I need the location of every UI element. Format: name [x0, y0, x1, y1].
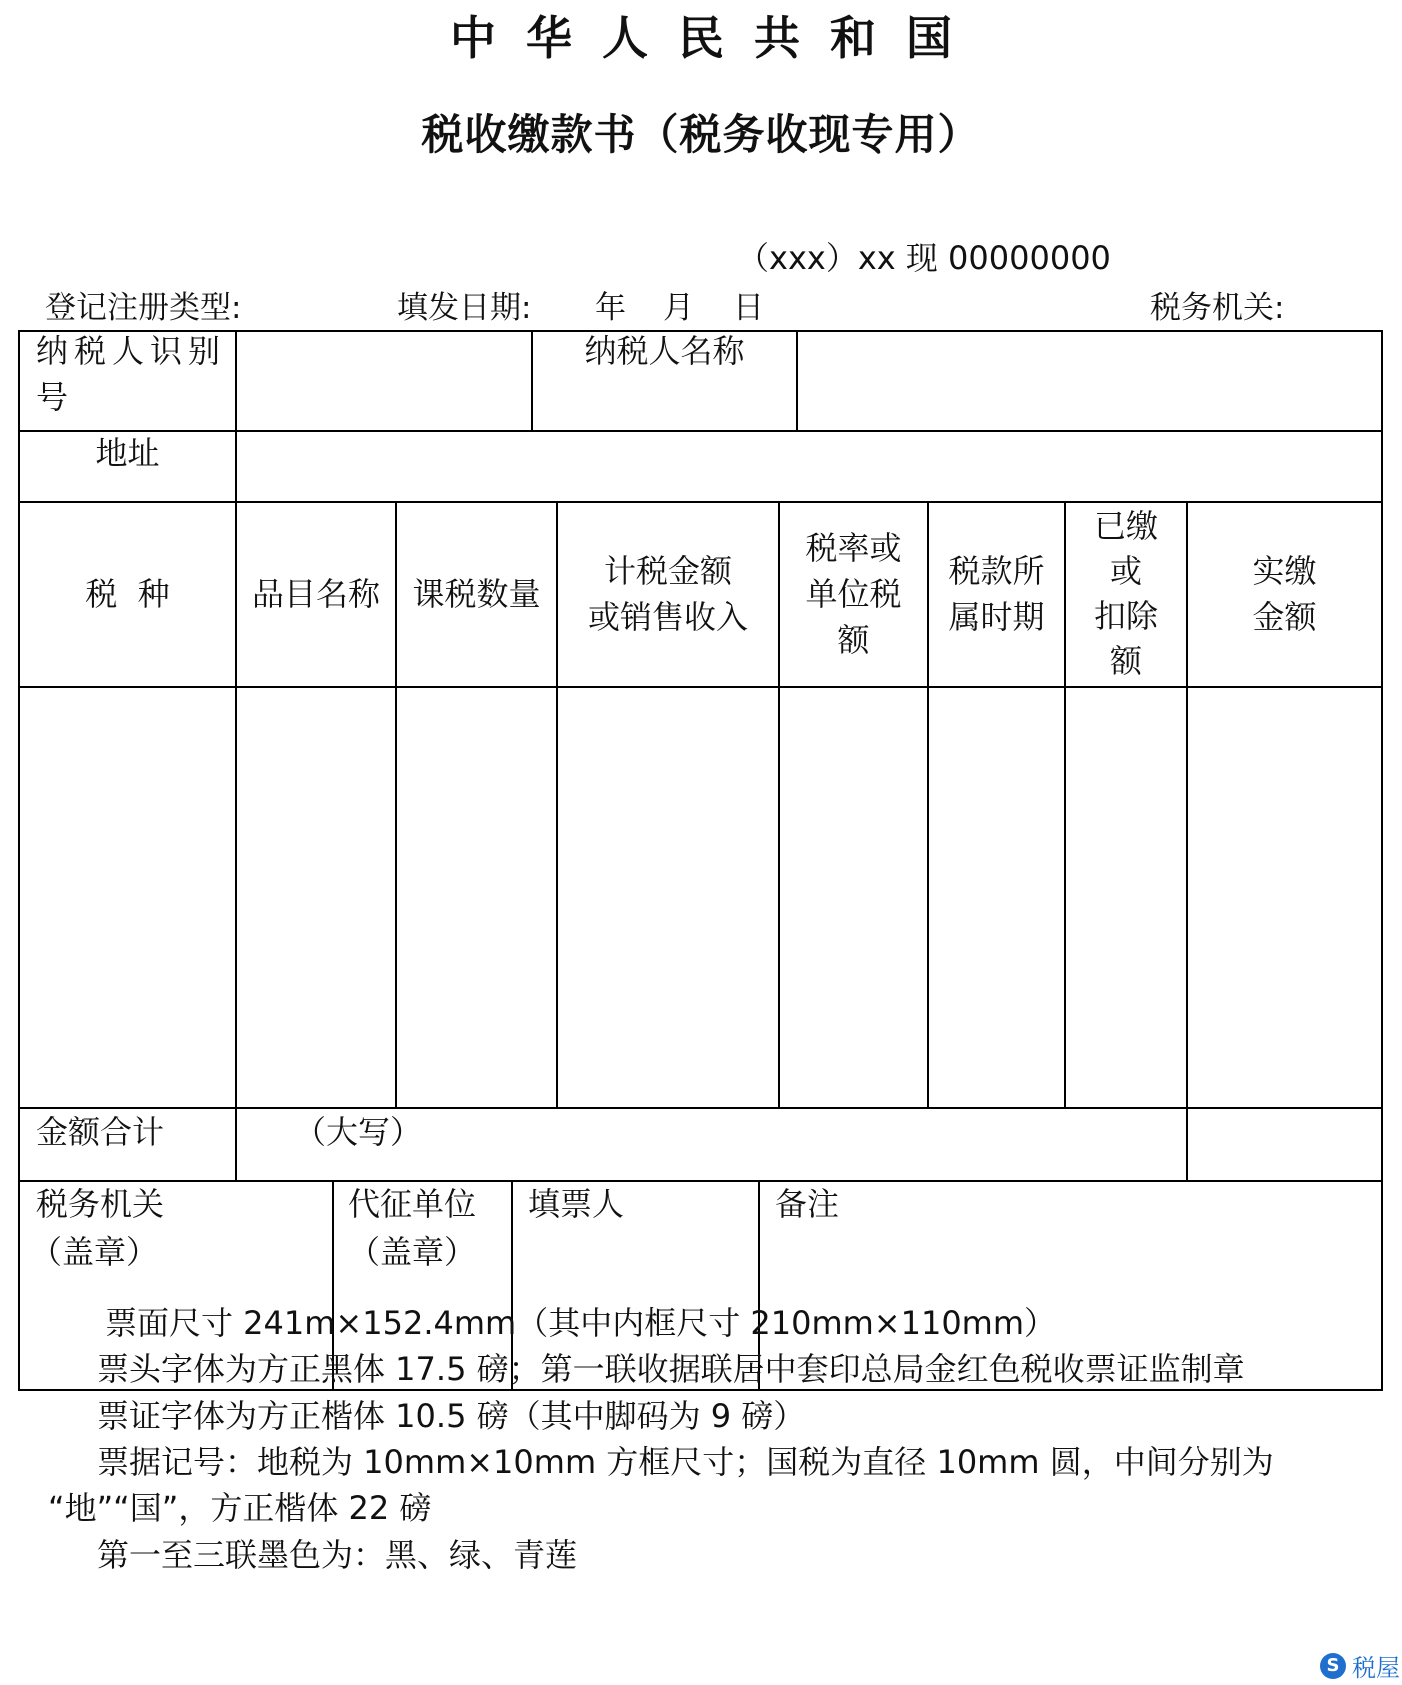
column-header-line: 额	[837, 620, 870, 659]
column-header-line: 税款所	[948, 551, 1045, 590]
date-year-label: 年	[595, 290, 626, 326]
row-divider-total	[20, 1180, 1381, 1182]
row-divider-column-headers	[20, 686, 1381, 688]
registration-type-label: 登记注册类型:	[45, 290, 242, 326]
tax-payment-form	[18, 330, 1383, 1391]
note-ticket-size: 票面尺寸 241m×152.4mm（其中内框尺寸 210mm×110mm）	[105, 1304, 1057, 1342]
total-uppercase-label: （大写）	[294, 1113, 423, 1151]
sign-tax-authority-seal: （盖章）	[30, 1233, 159, 1271]
column-header-line: 或	[1109, 551, 1142, 590]
sign-remark-label: 备注	[775, 1185, 840, 1223]
column-header-line: 或销售收入	[587, 597, 748, 636]
document-subtitle: 税收缴款书（税务收现专用）	[421, 110, 981, 159]
date-month-label: 月	[663, 290, 694, 326]
taxpayer-name-label: 纳税人名称	[584, 332, 745, 370]
column-header-line: 单位税	[805, 574, 902, 613]
row-divider-items	[20, 1107, 1381, 1109]
col-divider	[235, 430, 237, 501]
column-header-taxable-amount	[558, 501, 778, 686]
sign-agent-unit	[348, 1180, 476, 1276]
note-body-font: 票证字体为方正楷体 10.5 磅（其中脚码为 9 磅）	[97, 1397, 806, 1435]
col-divider	[796, 332, 798, 430]
note-marking-cont: “地”“国”，方正楷体 22 磅	[48, 1489, 432, 1527]
note-marking: 票据记号：地税为 10mm×10mm 方框尺寸；国税为直径 10mm 圆，中间分别为	[97, 1443, 1274, 1481]
column-header-line: 扣除	[1093, 596, 1158, 635]
site-logo	[1320, 1648, 1400, 1683]
column-header-line: 实缴	[1252, 551, 1317, 590]
column-header-tax-rate	[780, 501, 927, 686]
column-header-tax-period	[929, 501, 1064, 686]
column-header-tax-type	[20, 501, 235, 686]
fill-date-label: 填发日期:	[397, 290, 532, 326]
document-title: 中华人民共和国	[450, 11, 982, 65]
taxpayer-id-label-line1: 纳税人识别	[36, 332, 227, 370]
tax-authority-label: 税务机关:	[1150, 290, 1285, 326]
column-header-line: 课税数量	[412, 574, 541, 613]
column-header-line: 税 种	[85, 574, 170, 613]
column-header-line: 计税金额	[603, 551, 732, 590]
logo-mark-icon: S	[1320, 1653, 1346, 1679]
column-header-taxable-quantity	[397, 501, 556, 686]
total-amount-label: 金额合计	[36, 1113, 165, 1151]
sign-tax-authority-label: 税务机关	[36, 1185, 165, 1223]
sign-tax-authority	[30, 1180, 165, 1276]
column-header-paid-or-deducted	[1066, 501, 1186, 686]
logo-text: 税屋	[1352, 1654, 1400, 1682]
column-header-line: 税率或	[805, 528, 902, 567]
column-header-item-name	[237, 501, 395, 686]
column-header-actual-paid	[1188, 501, 1381, 686]
sign-agent-seal: （盖章）	[348, 1233, 477, 1271]
column-header-line: 金额	[1252, 597, 1317, 636]
column-header-line: 额	[1109, 641, 1142, 680]
sign-agent-label: 代征单位	[348, 1185, 477, 1223]
address-label: 地址	[95, 434, 160, 472]
taxpayer-id-label	[36, 326, 236, 422]
note-ink-colors: 第一至三联墨色为：黑、绿、青莲	[97, 1536, 578, 1574]
column-header-line: 品目名称	[251, 574, 380, 613]
serial-number: （xxx）xx 现 00000000	[737, 239, 1111, 277]
column-header-line: 已缴	[1093, 506, 1158, 545]
taxpayer-id-label-line2: 号	[36, 378, 75, 416]
column-header-line: 属时期	[948, 597, 1045, 636]
note-header-font: 票头字体为方正黑体 17.5 磅；第一联收据联居中套印总局金红色税收票证监制章	[97, 1350, 1245, 1388]
sign-issuer-label: 填票人	[528, 1185, 625, 1223]
date-day-label: 日	[733, 290, 764, 326]
